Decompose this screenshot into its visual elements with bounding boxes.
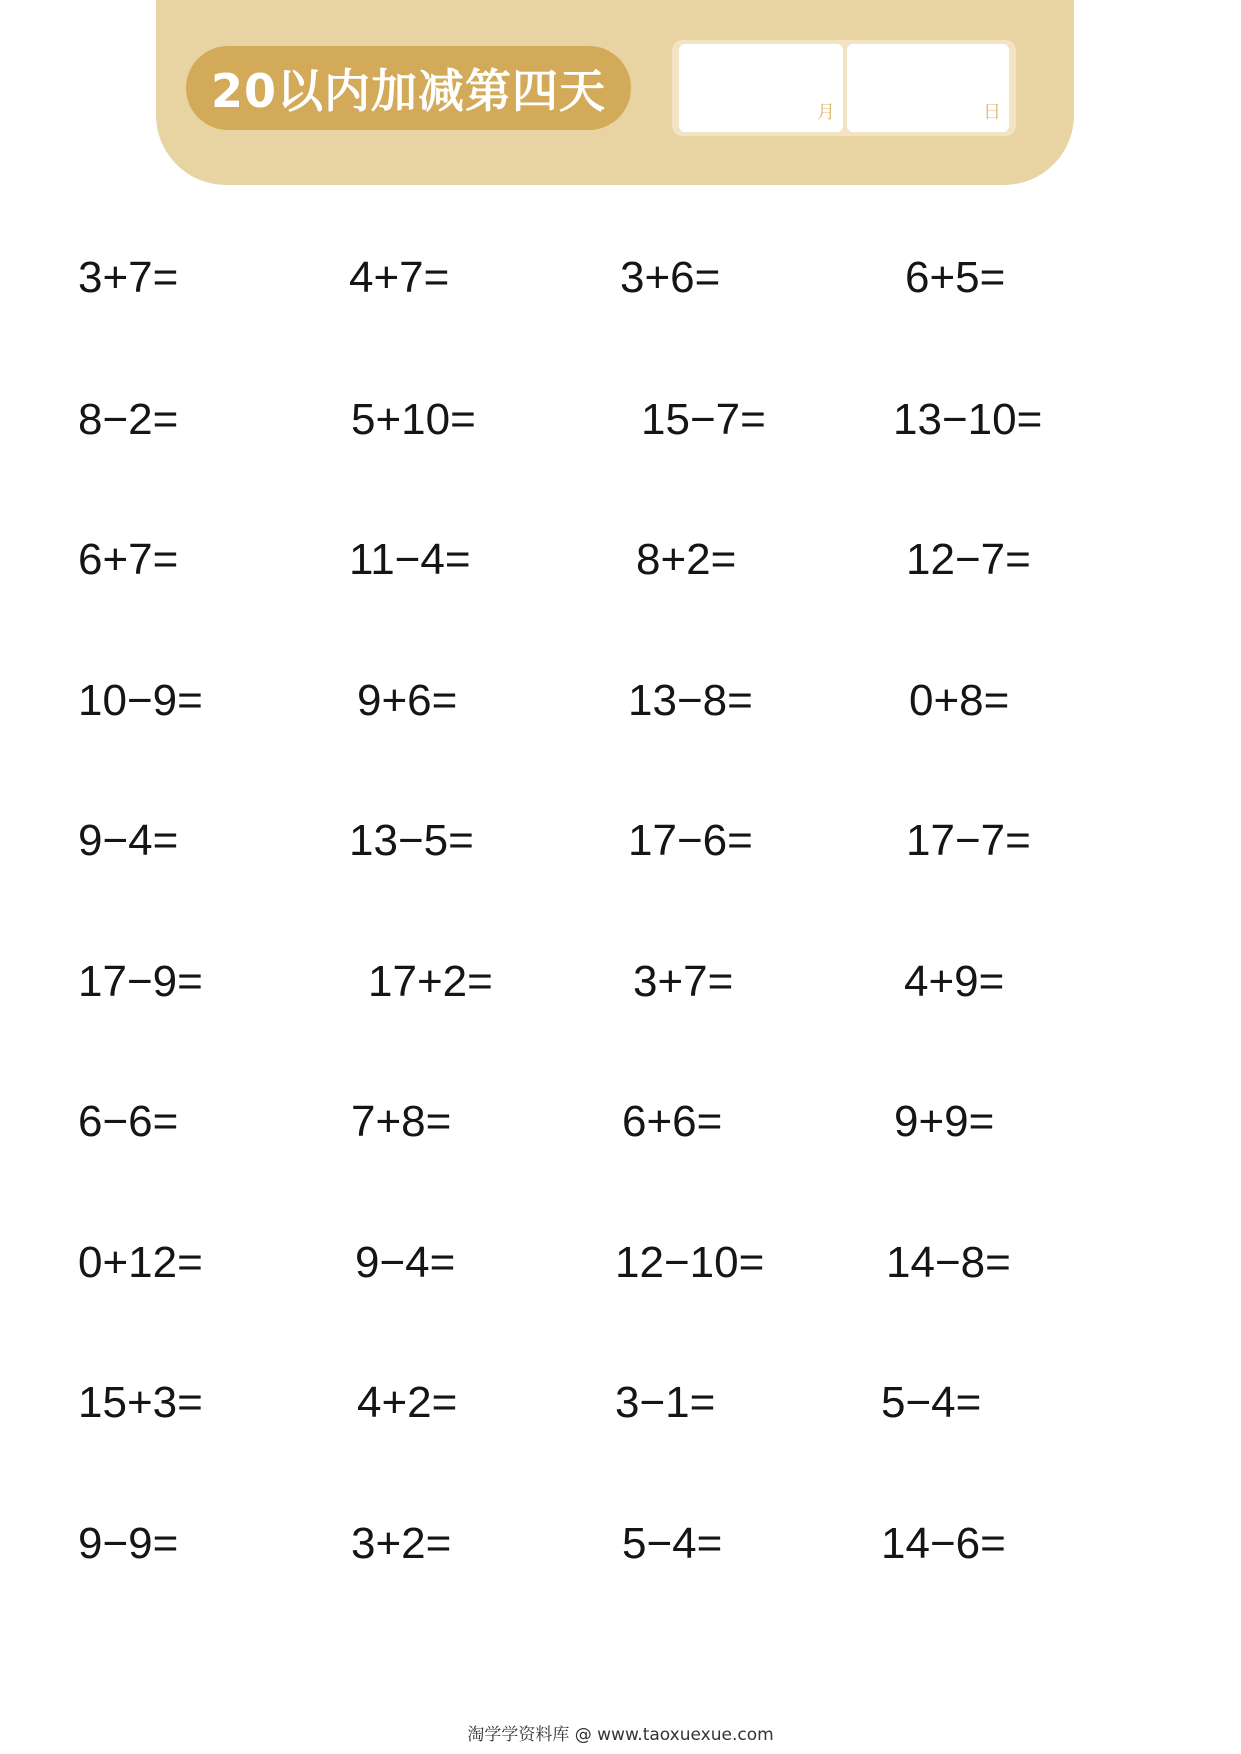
problem-r8-c4: 14−8= (886, 1238, 1011, 1287)
problem-r7-c2: 7+8= (351, 1097, 452, 1146)
problem-r7-c3: 6+6= (622, 1097, 723, 1146)
problem-r6-c4: 4+9= (904, 957, 1005, 1006)
problem-r10-c3: 5−4= (622, 1519, 723, 1568)
problem-r3-c2: 11−4= (349, 535, 471, 584)
page-title: 20以内加减第四天 (210, 64, 606, 118)
problem-r4-c3: 13−8= (628, 676, 753, 725)
problem-r9-c1: 15+3= (78, 1378, 203, 1427)
problem-r6-c1: 17−9= (78, 957, 203, 1006)
problem-r4-c2: 9+6= (357, 676, 458, 725)
problem-r1-c2: 4+7= (349, 253, 450, 302)
problem-r10-c1: 9−9= (78, 1519, 179, 1568)
problem-r5-c2: 13−5= (349, 816, 474, 865)
day-field[interactable] (847, 44, 1009, 132)
day-label: 日 (983, 102, 1001, 123)
problem-r10-c2: 3+2= (351, 1519, 452, 1568)
title-pill (186, 46, 631, 130)
problem-r4-c4: 0+8= (909, 676, 1010, 725)
problem-r6-c3: 3+7= (633, 957, 734, 1006)
problem-r2-c2: 5+10= (351, 395, 476, 444)
date-box (672, 40, 1016, 136)
problem-r3-c3: 8+2= (636, 535, 737, 584)
problem-r2-c3: 15−7= (641, 395, 766, 444)
month-field[interactable] (679, 44, 843, 132)
problem-r5-c4: 17−7= (906, 816, 1031, 865)
problem-r1-c1: 3+7= (78, 253, 179, 302)
problem-r7-c1: 6−6= (78, 1097, 179, 1146)
problem-r9-c3: 3−1= (615, 1378, 716, 1427)
problem-r7-c4: 9+9= (894, 1097, 995, 1146)
problem-r1-c4: 6+5= (905, 253, 1006, 302)
problem-r2-c1: 8−2= (78, 395, 179, 444)
problem-r9-c4: 5−4= (881, 1378, 982, 1427)
problem-r4-c1: 10−9= (78, 676, 203, 725)
problem-r8-c3: 12−10= (615, 1238, 765, 1287)
problem-r8-c1: 0+12= (78, 1238, 203, 1287)
problem-r1-c3: 3+6= (620, 253, 721, 302)
month-label: 月 (817, 102, 835, 123)
footer-watermark: 淘学学资料库 @ www.taoxuexue.com (467, 1725, 774, 1745)
problem-r9-c2: 4+2= (357, 1378, 458, 1427)
problem-r6-c2: 17+2= (368, 957, 493, 1006)
problem-r8-c2: 9−4= (355, 1238, 456, 1287)
problem-r10-c4: 14−6= (881, 1519, 1006, 1568)
problem-r2-c4: 13−10= (893, 395, 1043, 444)
problem-r3-c1: 6+7= (78, 535, 179, 584)
problem-r3-c4: 12−7= (906, 535, 1031, 584)
problem-r5-c3: 17−6= (628, 816, 753, 865)
problem-r5-c1: 9−4= (78, 816, 179, 865)
